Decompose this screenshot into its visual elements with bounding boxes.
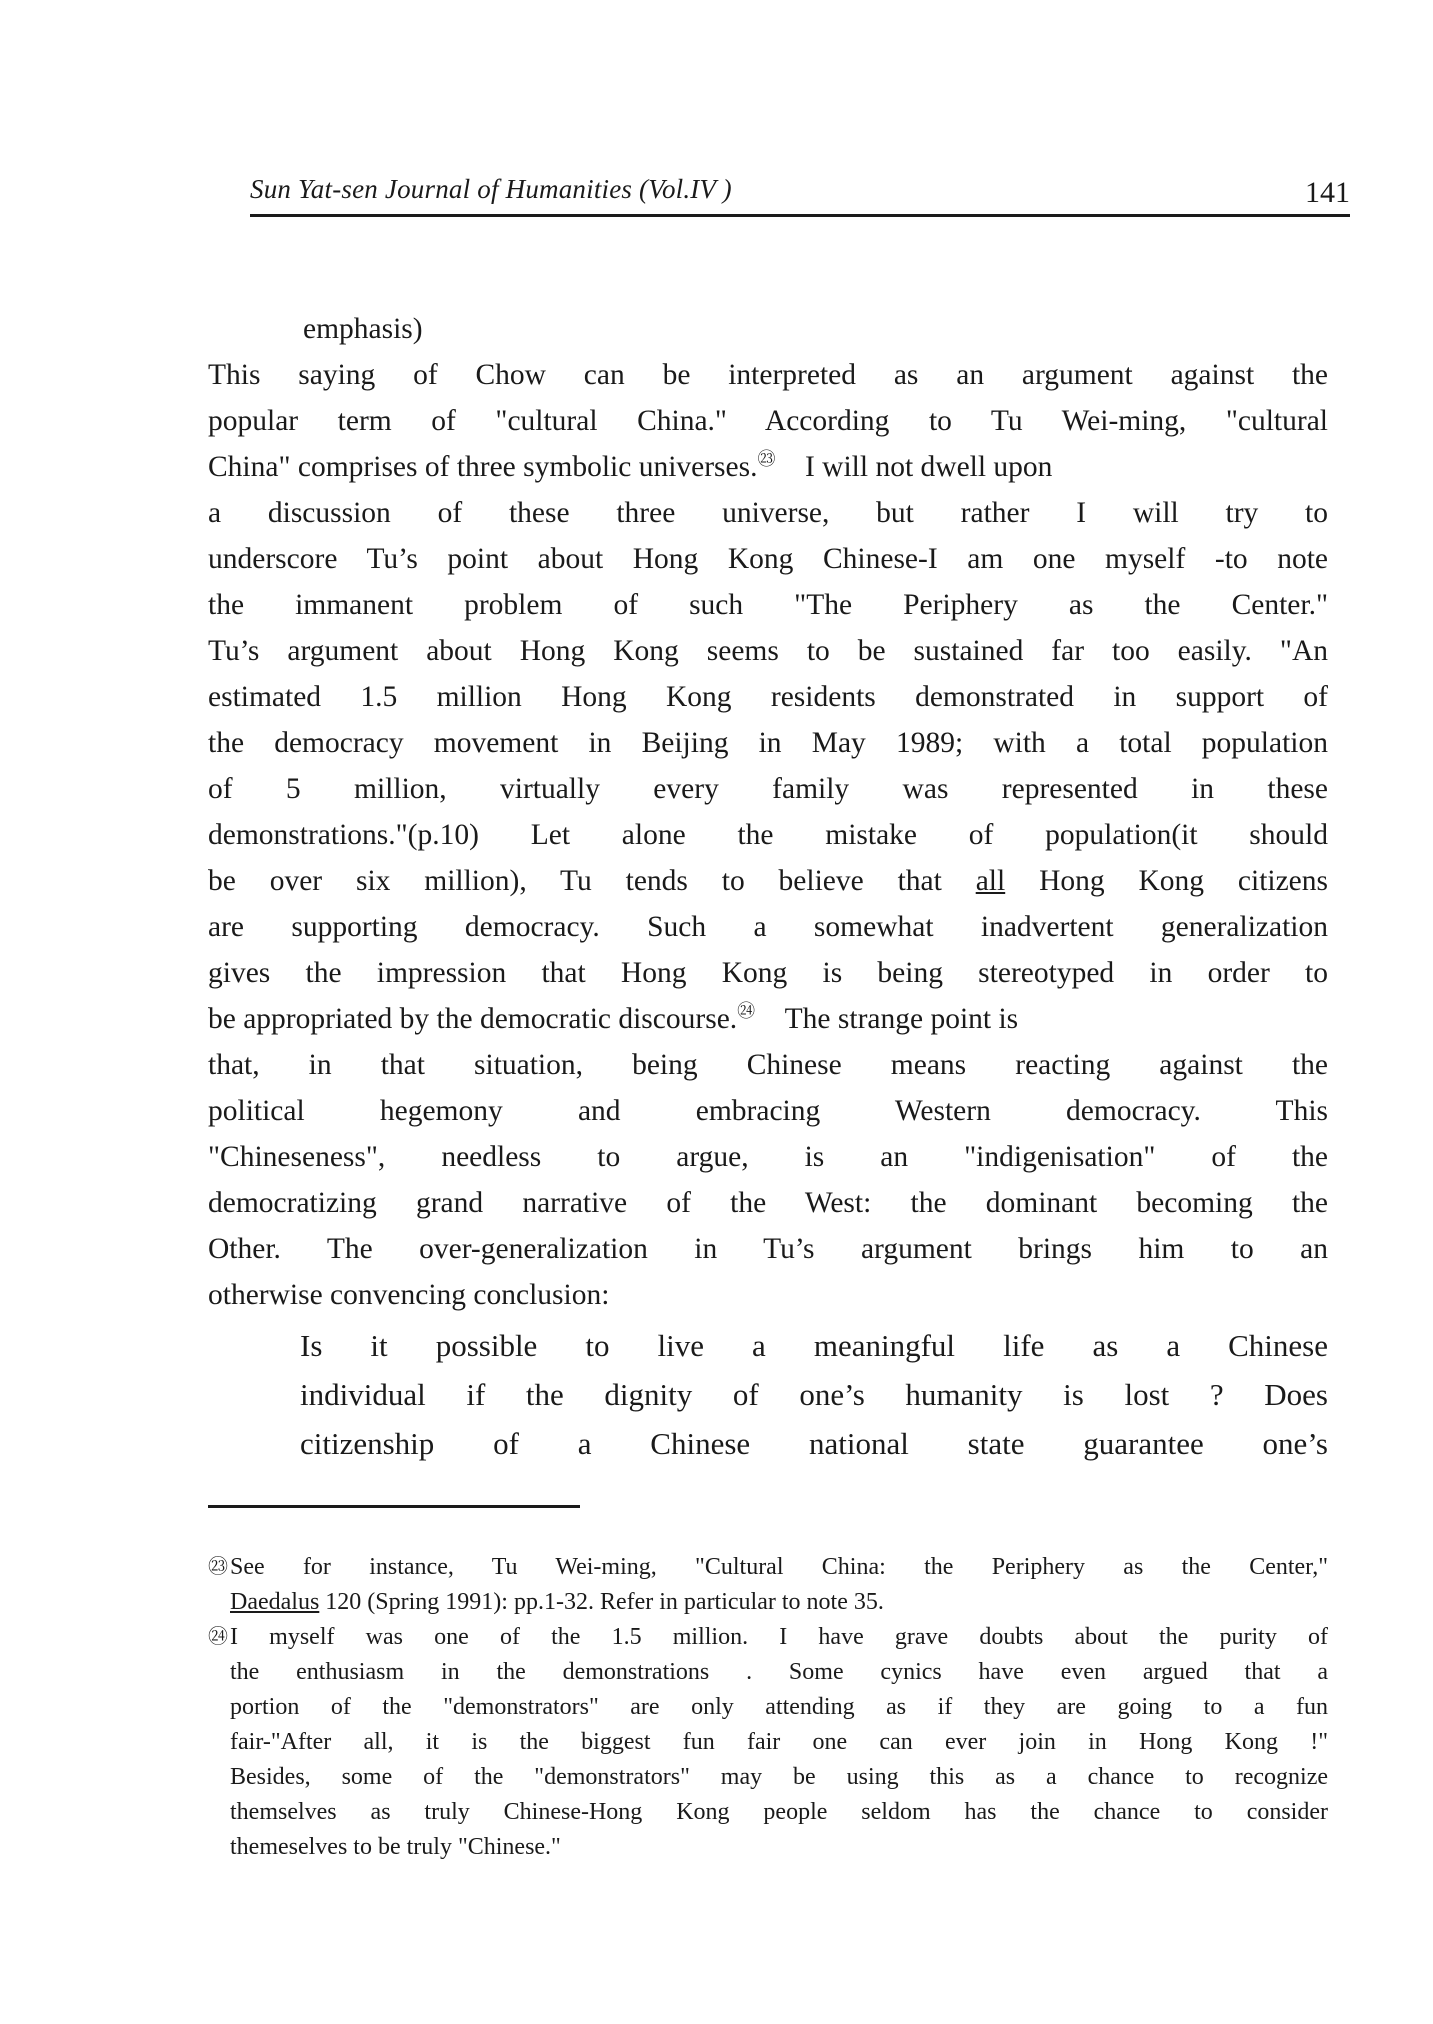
quote-line: individual if the dignity of one’s humanity is lost ? Does [300,1377,1328,1412]
body-line: This saying of Chow can be interpreted as an argument against the [208,359,1328,391]
body-line: political hegemony and embracing Western democracy. This [208,1095,1328,1127]
body-text-span: Hong Kong citizens [1039,865,1329,897]
body-text [208,306,1328,1318]
underlined-word: all [975,865,1006,897]
body-line: democratizing grand narrative of the West: the dominant becoming the [208,1187,1328,1219]
footnote-line: See for instance, Tu Wei-ming, "Cultural China: the Periphery as the Center," [230,1554,1328,1580]
footnotes [208,1550,1328,1865]
body-line: underscore Tu’s point about Hong Kong Chinese-I am one myself -to note [208,543,1328,575]
header-rule [250,214,1350,217]
footnote-text-span: 120 (Spring 1991): pp.1-32. Refer in particular to note 35. [319,1589,884,1615]
body-text-span: be over six million), Tu tends to believe that [208,865,942,897]
body-line: emphasis) [303,313,423,345]
footnote-23 [208,1550,1328,1620]
body-line [208,444,1328,490]
footnote-line: Besides, some of the "demonstrators" may be using this as a chance to recognize [230,1764,1328,1790]
footnote-ref-24: ㉔ [737,1001,756,1022]
footnote-mark: ㉓ [208,1556,228,1578]
footnote-line [230,1585,1328,1620]
body-line: of 5 million, virtually every family was represented in these [208,773,1328,805]
journal-name: Daedalus [230,1589,320,1615]
body-text-span: China" comprises of three symbolic universes. [208,451,758,483]
body-line: the democracy movement in Beijing in May 1989; with a total population [208,727,1328,759]
body-line [208,858,1328,904]
body-line: a discussion of these three universe, but rather I will try to [208,497,1328,529]
body-line: Other. The over-generalization in Tu’s argument brings him to an [208,1233,1328,1265]
body-line [208,996,1328,1042]
footnote-ref-23: ㉓ [757,449,776,470]
footnote-line: fair-"After all, it is the biggest fun fair one can ever join in Hong Kong !" [230,1729,1328,1755]
body-line: popular term of "cultural China." According to Tu Wei-ming, "cultural [208,405,1328,437]
body-line: the immanent problem of such "The Periphery as the Center." [208,589,1328,621]
quote-line: Is it possible to live a meaningful life as a Chinese [300,1328,1328,1363]
body-text-span: be appropriated by the democratic discourse. [208,1003,738,1035]
body-text-span: The strange point is [784,1003,1019,1035]
body-text-span: I will not dwell upon [804,451,1053,483]
footnote-mark: ㉔ [208,1626,228,1648]
footnote-line: portion of the "demonstrators" are only attending as if they are going to a fun [230,1694,1328,1720]
quote-line: citizenship of a Chinese national state guarantee one’s [300,1426,1328,1461]
footnote-line: the enthusiasm in the demonstrations . Some cynics have even argued that a [230,1659,1328,1685]
body-line: estimated 1.5 million Hong Kong residents demonstrated in support of [208,681,1328,713]
body-line: gives the impression that Hong Kong is being stereotyped in order to [208,957,1328,989]
footnote-24 [208,1620,1328,1865]
footnote-line: I myself was one of the 1.5 million. I have grave doubts about the purity of [230,1624,1328,1650]
footnote-line: themeselves to be truly "Chinese." [230,1834,561,1860]
body-line: are supporting democracy. Such a somewhat inadvertent generalization [208,911,1328,943]
body-line: demonstrations."(p.10) Let alone the mistake of population(it should [208,819,1328,851]
body-line: otherwise convencing conclusion: [208,1279,610,1311]
body-line: Tu’s argument about Hong Kong seems to be sustained far too easily. "An [208,635,1328,667]
body-line: that, in that situation, being Chinese means reacting against the [208,1049,1328,1081]
page-number: 141 [1305,176,1350,209]
block-quote [300,1321,1328,1468]
footnote-rule [208,1505,580,1508]
body-line: "Chineseness", needless to argue, is an "indigenisation" of the [208,1141,1328,1173]
running-header [250,168,1350,218]
journal-title: Sun Yat-sen Journal of Humanities (Vol.IV ) [250,174,732,204]
footnote-line: themselves as truly Chinese-Hong Kong people seldom has the chance to consider [230,1799,1328,1825]
